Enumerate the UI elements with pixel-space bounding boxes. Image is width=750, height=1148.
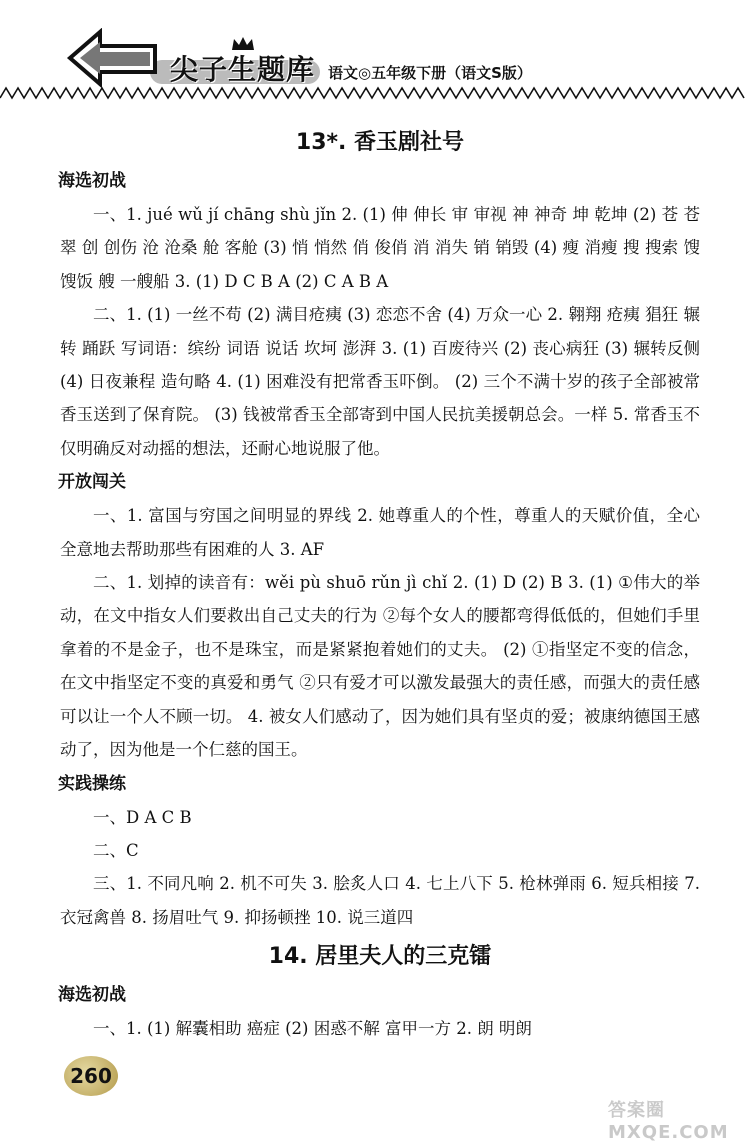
section-heading: 海选初战 [58,985,126,1006]
page-header [0,0,750,112]
lesson-13-title: 13*. 香玉剧社号 [295,130,465,155]
answer-paragraph: 二、1. 划掉的读音有：wěi pù shuō rǔn jì chǐ 2. (1) D (2) B 3. (1) ①伟大的举动，在文中指女人们要救出自己丈夫的行为 ②每个女人的腰都弯得低低的，但她们手里拿着的不是金子，也不是珠宝，而是紧紧抱着她们的丈夫。 (2) ①指坚定不变的信念，在文中指坚定不变的真爱和勇气 ②只有爱才可以激发最强大的责任感，而强大的责任感可以让一个人不顾一切。 4. 被女人们感动了，因为她们具有坚贞的爱；被康纳德国王感动了，因为他是一个仁慈的国王。 [60,573,700,760]
answer-paragraph: 二、1. (1) 一丝不苟 (2) 满目疮痍 (3) 恋恋不舍 (4) 万众一心 2. 翱翔 疮痍 猖狂 辗转 踊跃 写词语：缤纷 词语 说话 坎坷 澎湃 3. (1) 百废待兴 (2) 丧心病狂 (3) 辗转反侧 (4) 日夜兼程 造句略 4. (1) 困难没有把常香玉吓倒。 (2) 三个不满十岁的孩子全部被常香玉送到了保育院。 (3) 钱被常香玉全部寄到中国人民抗美援朝总会。一样 5. 常香玉不仅明确反对动摇的想法，还耐心地说服了他。 [60,305,700,458]
section-heading: 海选初战 [58,171,126,191]
zigzag-divider [0,86,750,100]
arrow-logo-icon [60,28,160,88]
answer-paragraph: 二、C [93,840,139,860]
section-heading: 实践操练 [58,773,126,794]
answer-content [60,120,700,1046]
section-heading: 开放闯关 [58,472,126,493]
lesson-14-title: 14. 居里夫人的三克镭 [268,944,492,970]
site-watermark: 答案圈 MXQE.COM [608,1100,729,1143]
answer-paragraph: 一、D A C B [93,807,192,827]
brand-title: 尖子生题库 [170,53,316,86]
answer-paragraph: 一、1. 富国与穷国之间明显的界线 2. 她尊重人的个性，尊重人的天赋价值，全心全意地去帮助那些有困难的人 3. AF [60,506,700,559]
page-number-badge: 260 [64,1056,118,1096]
answer-paragraph: 一、1. jué wǔ jí chāng shù jǐn 2. (1) 伸 伸长 审 审视 神 神奇 坤 乾坤 (2) 苍 苍翠 创 创伤 沧 沧桑 舱 客舱 (3) 悄 悄然 俏 俊俏 消 消失 销 销毁 (4) 瘦 消瘦 搜 搜索 馊 馊饭 艘 一艘船 3. (1) D C B A (2) C A B A [60,205,700,291]
answer-paragraph: 三、1. 不同凡响 2. 机不可失 3. 脍炙人口 4. 七上八下 5. 枪林弹雨 6. 短兵相接 7. 衣冠禽兽 8. 扬眉吐气 9. 抑扬顿挫 10. 说三道四 [60,874,700,927]
answer-paragraph: 一、1. (1) 解囊相助 癌症 (2) 困惑不解 富甲一方 2. 朗 明朗 [93,1019,532,1039]
book-subject: 语文◎五年级下册（语文S版） [328,64,532,82]
